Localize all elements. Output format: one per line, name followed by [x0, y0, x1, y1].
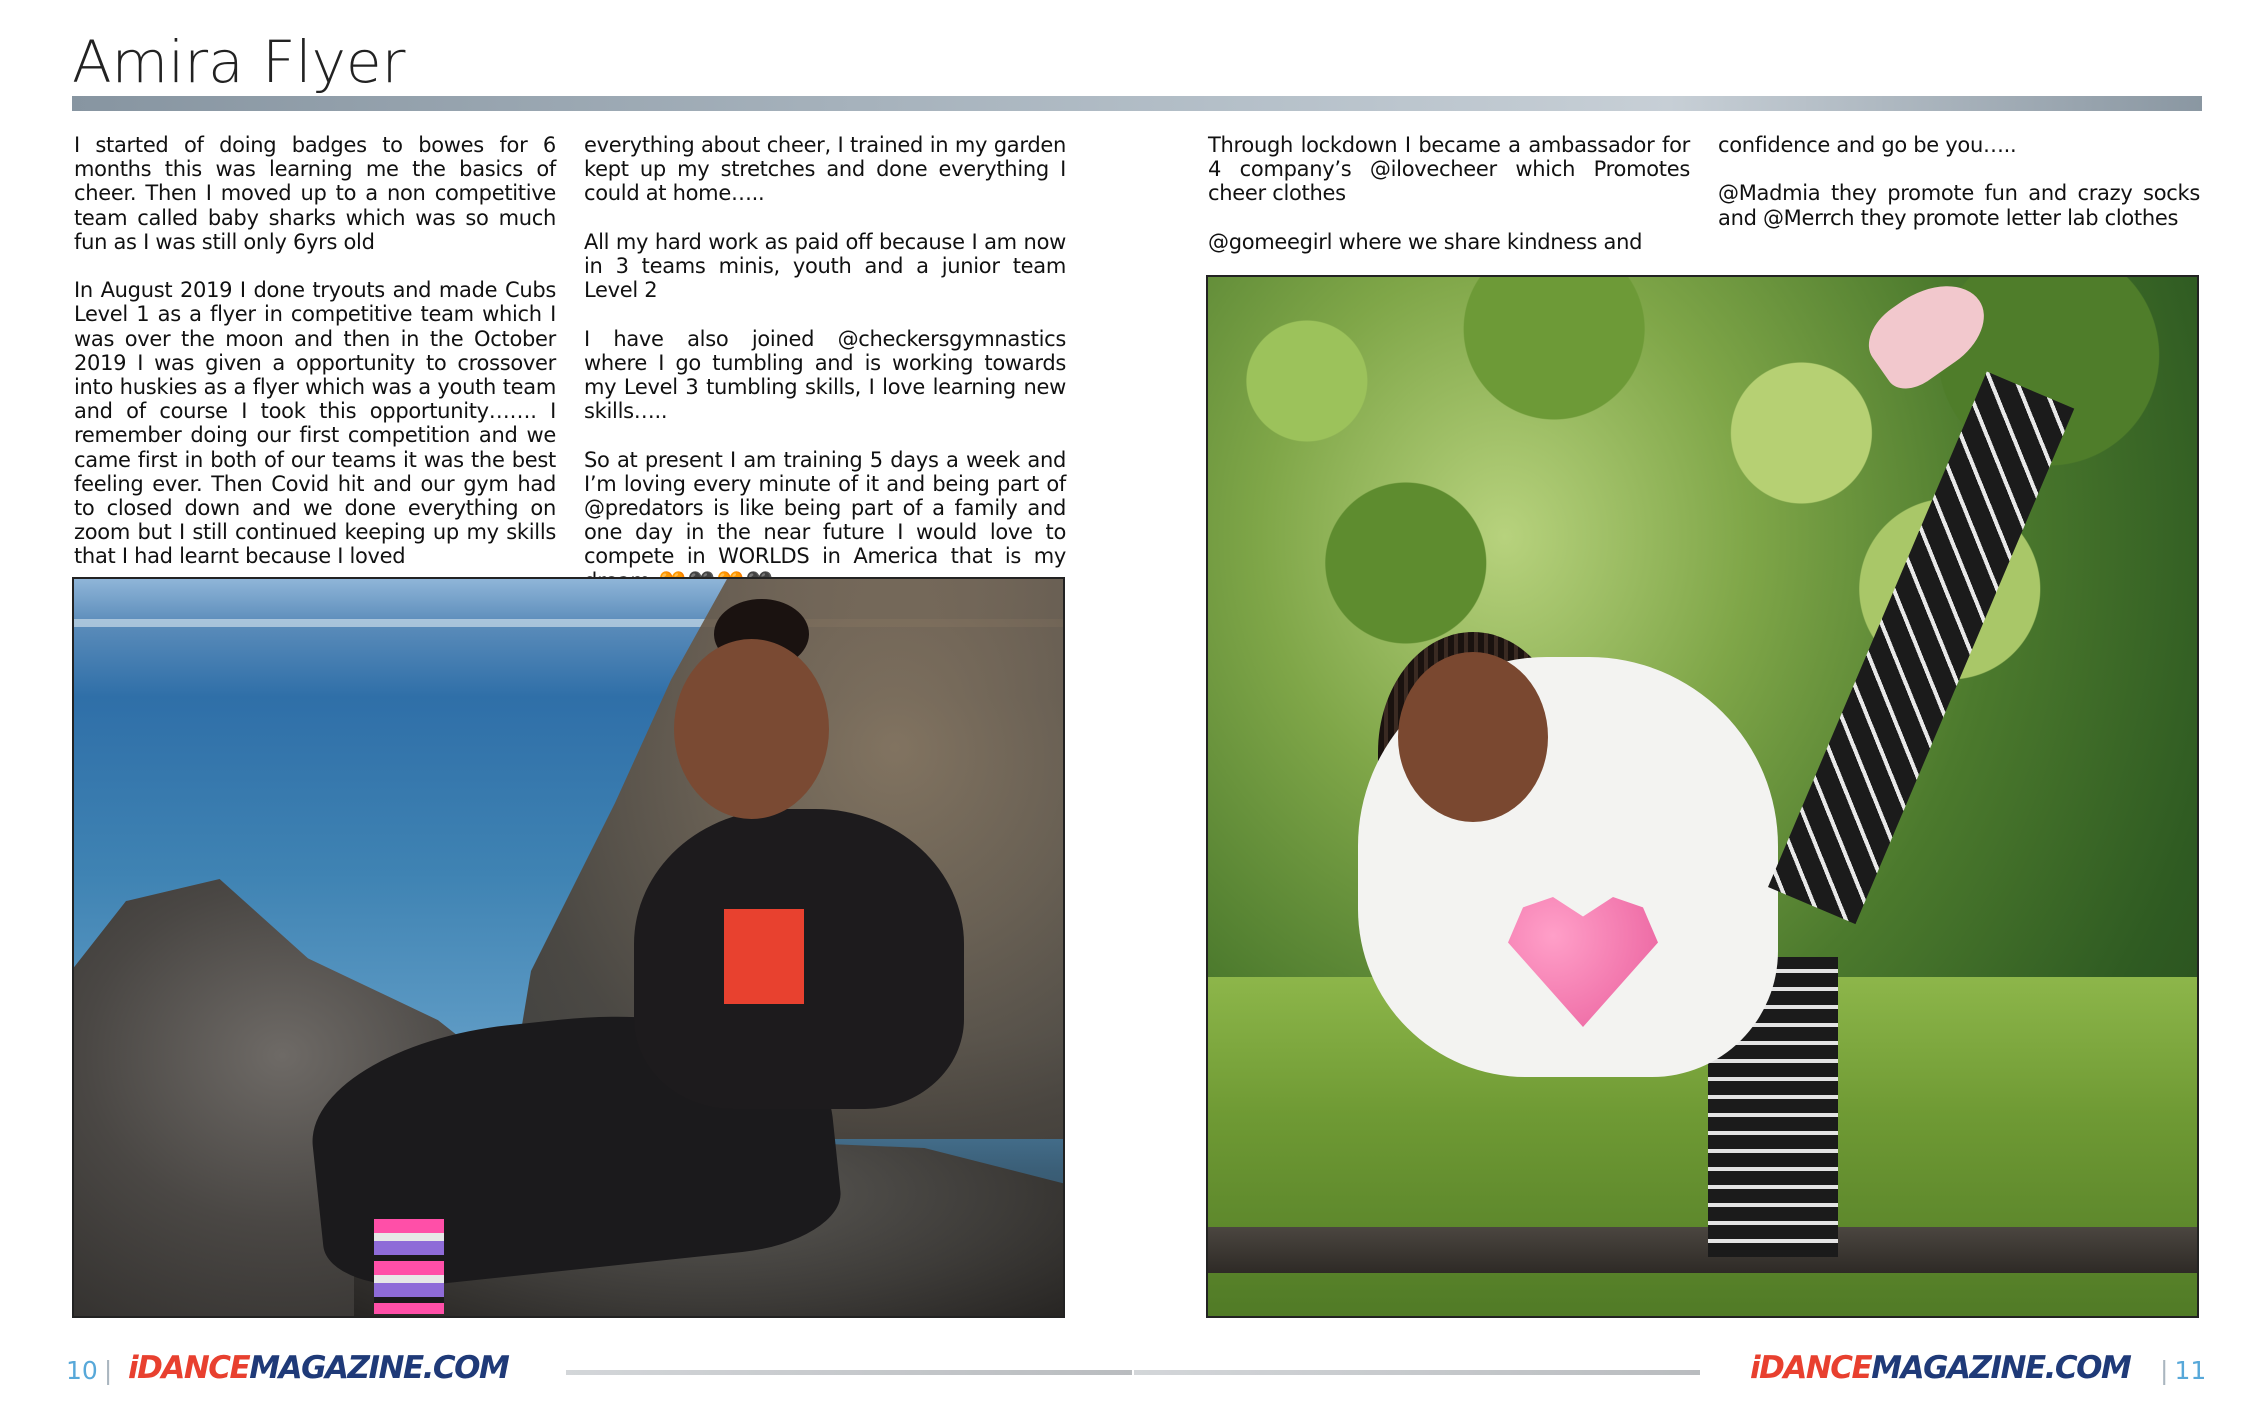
photo-figure-head	[1398, 652, 1548, 822]
paragraph: confidence and go be you…..	[1718, 133, 2017, 157]
page-separator: |	[2160, 1356, 2169, 1385]
paragraph: All my hard work as paid off because I am now in 3 teams minis, youth and a junior team Level 2	[584, 229, 1066, 303]
text-column-2	[584, 133, 1066, 595]
magazine-logo-left	[128, 1350, 508, 1386]
photo-bench	[1208, 1227, 2197, 1273]
footer-rule-right	[1134, 1370, 1700, 1375]
page-number-left	[66, 1356, 112, 1385]
paragraph: So at present I am training 5 days a week and I’m loving every minute of it and being part of @predators is like being part of a family and one day in the near future I would love to compete in WORLDS in America that is my	[584, 447, 1066, 569]
paragraph-with-hearts	[584, 448, 1066, 595]
photo-scene	[1208, 277, 2197, 1316]
photo-figure-head	[674, 639, 829, 819]
logo-magazine: MAGAZINE.COM	[249, 1350, 509, 1386]
paragraph: @gomeegirl where we share kindness and	[1208, 229, 1643, 254]
page-separator: |	[103, 1356, 113, 1385]
logo-magazine: MAGAZINE.COM	[1871, 1350, 2131, 1386]
footer-rule-left	[566, 1370, 1132, 1375]
logo-i: i	[1750, 1350, 1760, 1386]
article-title: Amira Flyer	[72, 28, 406, 96]
text-column-1	[74, 133, 556, 569]
paragraph: I started of doing badges to bowes for 6 months this was learning me the basics of cheer. Then I moved up to a non competitive team called baby sharks which was so much fun as I was still only 6yrs old	[74, 133, 556, 254]
paragraph: everything about cheer, I trained in my garden kept up my stretches and done everything I could at home…..	[584, 133, 1066, 206]
photo-girl-leg-stretch	[1206, 275, 2199, 1318]
paragraph: @Madmia they promote fun and crazy socks and @Merrch they promote letter lab clothes	[1718, 181, 2200, 230]
text-column-4	[1718, 133, 2200, 230]
logo-i: i	[128, 1350, 138, 1386]
logo-dance: DANCE	[137, 1350, 250, 1386]
photo-scene	[74, 579, 1063, 1316]
magazine-logo-right	[1750, 1350, 2130, 1386]
photo-figure-socks	[374, 1219, 444, 1314]
page-number: 10	[66, 1356, 98, 1385]
page-number-right	[2160, 1356, 2206, 1385]
photo-figure-pocket	[724, 909, 804, 1004]
photo-girl-sitting-on-rocks	[72, 577, 1065, 1318]
page-number: 11	[2174, 1356, 2207, 1385]
title-rule	[72, 96, 2202, 111]
paragraph: I have also joined @checkersgymnastics where I go tumbling and is working towards my Level 3 tumbling skills, I love learning new skills…..	[584, 326, 1066, 424]
paragraph: In August 2019 I done tryouts and made Cubs Level 1 as a flyer in competitive team which I was over the moon and then in the October 2019 I was given a opportunity to crossover into huskies as a flyer which was a youth team and of course I took this opportunity……. I remember doing our first competition and we came first in both of our teams it was the best feeling ever. Then Covid hit and our gym had to closed down and we done everything on zoom but I still continued keeping up my skills that I had learnt because I loved	[74, 278, 556, 569]
paragraph: Through lockdown I became a ambassador for 4 company’s @ilovecheer which Promotes cheer clothes	[1208, 133, 1690, 206]
text-column-3	[1208, 133, 1690, 254]
logo-dance: DANCE	[1759, 1350, 1872, 1386]
